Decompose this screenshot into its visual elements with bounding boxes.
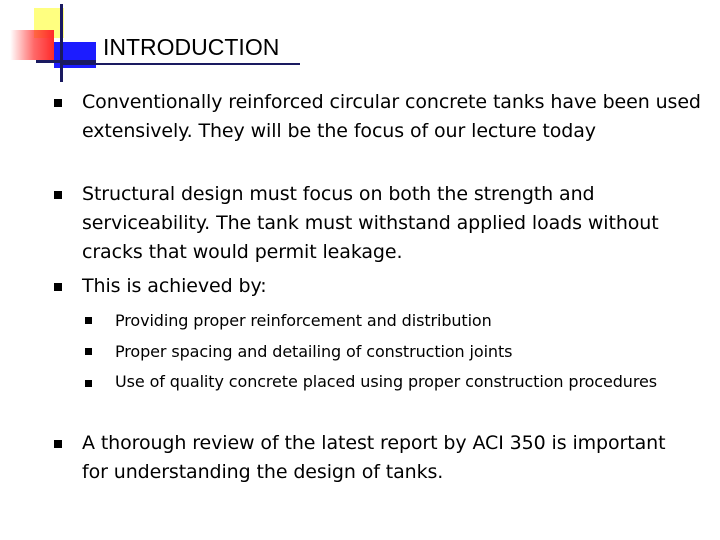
- sub-bullet-text: Use of quality concrete placed using proper construction procedures: [115, 372, 657, 391]
- bullet-item: [82, 272, 682, 301]
- sub-bullet-item: [115, 306, 705, 335]
- bullet-item: [82, 429, 682, 487]
- bullet-marker-icon: [54, 191, 62, 199]
- bullet-marker-icon: [54, 440, 62, 448]
- sub-bullet-text: Providing proper reinforcement and distribution: [115, 311, 492, 330]
- bullet-item: [82, 88, 716, 146]
- bullet-text: This is achieved by:: [82, 275, 267, 297]
- sub-bullet-marker-icon: [85, 348, 92, 355]
- bullet-marker-icon: [54, 99, 62, 107]
- bullet-item: [82, 180, 682, 267]
- sub-bullet-item: [115, 369, 675, 395]
- bullet-text: A thorough review of the latest report by ACI 350 is important for understanding the design of tanks.: [82, 432, 666, 483]
- bullet-text: Structural design must focus on both the strength and serviceability. The tank must withstand applied loads without cracks that would permit leakage.: [82, 183, 659, 263]
- sub-bullet-marker-icon: [85, 317, 92, 324]
- bullet-marker-icon: [54, 283, 62, 291]
- sub-bullet-item: [115, 337, 705, 366]
- sub-bullet-marker-icon: [85, 380, 92, 387]
- sub-bullet-text: Proper spacing and detailing of construction joints: [115, 342, 513, 361]
- bullet-text: Conventionally reinforced circular concrete tanks have been used extensively. They will be the focus of our lecture today: [82, 91, 701, 142]
- slide-title: INTRODUCTION: [103, 34, 280, 60]
